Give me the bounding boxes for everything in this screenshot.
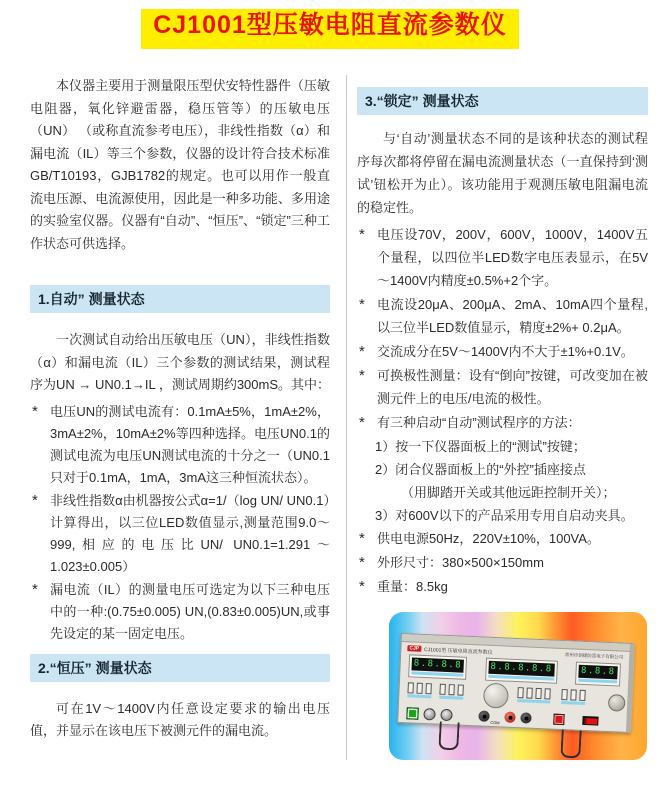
section1-paragraph: 一次测试自动给出压敏电压（UN），非线性指数（α）和漏电流（IL）三个参数的测试结果，测试程序为UN → UN0.1→IL ，测试周期约300mS。其中： — [30, 332, 331, 392]
power-switch-cap — [584, 718, 597, 725]
middle-led-display: 8.8.8.8.8 — [485, 658, 558, 684]
switch-label-strip — [407, 694, 431, 698]
list-item: * 电压设70V，200V，600V，1000V，1400V五个量程，以四位半LED数字电压表显示，在5V～1400V内精度±0.5%+2个字。 — [357, 223, 648, 292]
toggle-switch — [579, 690, 585, 701]
toggle-switch — [561, 689, 567, 700]
method-item: 2）闭合仪器面板上的“外控”插座接点 — [375, 462, 586, 477]
current-led-display: 8.8.8 — [575, 662, 621, 687]
brand-logo: CJP — [409, 645, 420, 652]
toggle-switch-group — [439, 684, 464, 700]
list-item: * 外形尺寸：380×500×150mm — [357, 551, 648, 574]
method-item: 3）对600V以下的产品采用专用自启动夹具。 — [375, 508, 634, 523]
left-column — [30, 75, 346, 760]
list-item: * 重量：8.5kg — [357, 575, 648, 598]
toggle-switch — [526, 687, 532, 698]
content-columns — [0, 75, 660, 760]
toggle-switch — [407, 682, 413, 693]
list-item: * 供电电源50Hz，220V±10%，100VA。 — [357, 527, 648, 550]
list-item: * 可换极性测量：设有“倒向”按键，可改变加在被测元件上的电压/电流的极性。 — [357, 364, 648, 410]
reverse-button — [554, 714, 565, 725]
instrument-front-panel — [397, 633, 635, 733]
com-jack-label: COM — [490, 719, 500, 726]
bullet-marker: * — [359, 554, 365, 571]
bullet-marker: * — [32, 402, 38, 420]
right-column — [346, 75, 648, 760]
list-item: * 有三种启动“自动”测试程序的方法： — [357, 411, 648, 434]
bullet-marker: * — [359, 367, 365, 384]
bullet-marker: * — [359, 343, 365, 360]
test-button — [406, 707, 419, 720]
voltage-led-display: 8.8.8.8 — [408, 654, 467, 680]
bullet-marker: * — [359, 226, 365, 243]
list-item: * 电压UN的测试电流有：0.1mA±5%，1mA±2%，3mA±2%，10mA±2%等四种选择。电压UN0.1的测试电流为电压UN测试电流的十分之一（UN0.1只对于0.1mA，1mA，3mA这三种恒流状态）。 — [30, 401, 330, 489]
wire-stand — [560, 729, 581, 758]
toggle-switch — [544, 688, 550, 699]
toggle-switch — [439, 684, 445, 695]
metal-connector — [423, 708, 436, 721]
bullet-marker: * — [359, 414, 365, 431]
page-title: CJ1001型压敏电阻直流参数仪 — [153, 11, 507, 39]
com-banana-jack — [478, 710, 489, 721]
wire-stand — [438, 721, 459, 750]
manufacturer-label: 常州市创捷防雷电子有限公司 — [564, 652, 624, 660]
bullet-marker: * — [359, 578, 365, 595]
bullet-marker: * — [32, 491, 38, 509]
toggle-switch-group — [407, 682, 432, 698]
product-photo — [389, 612, 647, 760]
guard-banana-jack — [521, 712, 532, 723]
toggle-switch-group — [517, 687, 551, 703]
method-item-note: （用脚踏开关或其他远距控制开关）； — [401, 485, 616, 500]
list-item: * 漏电流（IL）的测量电压可选定为以下三种电压中的一种:(0.75±0.005) UN,(0.83±0.005)UN,或事先设定的某一固定电压。 — [30, 579, 330, 645]
list-item: * 非线性指数α由机器按公式α=1/（log UN/ UN0.1）计算得出，以三位LED数值显示,测量范围9.0～999,相应的电压比UN/ UN0.1=1.291～1.023±0.005） — [30, 490, 330, 578]
toggle-switch — [425, 683, 431, 694]
toggle-switch — [457, 684, 463, 695]
adjust-rotary-knob — [608, 694, 626, 712]
metal-connector — [440, 708, 453, 721]
power-rocker-switch — [583, 716, 599, 726]
toggle-switch — [416, 683, 422, 694]
section-heading-lock: 3.“锁定” 测量状态 — [357, 87, 648, 115]
toggle-switch — [448, 684, 454, 695]
range-rotary-knob — [483, 683, 509, 709]
method-list — [375, 435, 648, 527]
bullet-marker: * — [32, 580, 38, 598]
toggle-switch-group — [561, 689, 586, 705]
list-item: * 交流成分在5V～1400V内不大于±1%+0.1V。 — [357, 340, 648, 363]
section3-paragraph: 与‘自动’测量状态不同的是该种状态的测试程序每次都将停留在漏电流测量状态（一直保持到‘测试’钮松开为止）。该功能用于观测压敏电阻漏电流的稳定性。 — [357, 131, 648, 215]
title-highlight — [141, 9, 519, 49]
method-item: 1）按一下仪器面板上的“测试”按键； — [375, 439, 586, 454]
instrument-model-label: CJ1001型 压敏电阻直流参数仪 — [423, 646, 493, 656]
switch-label-strip — [439, 696, 463, 700]
list-item: * 电流设20μA、200μA、2mA、10mA四个量程,以三位半LED数值显示，精度±2%+ 0.2μA。 — [357, 293, 648, 339]
section2-paragraph: 可在1V～1400V内任意设定要求的输出电压值，并显示在该电压下被测元件的漏电流。 — [30, 700, 330, 738]
switch-label-strip — [561, 701, 585, 705]
toggle-switch — [535, 688, 541, 699]
display-label-strip — [579, 679, 618, 684]
bullet-marker: * — [359, 530, 365, 547]
intro-paragraph: 本仪器主要用于测量限压型伏安特性器件（压敏电阻器，氧化锌避雷器，稳压管等）的压敏电压（UN） （或称直流参考电压），非线性指数（α）和漏电流（IL）等三个参数，仪器的设计符合技术标准GB/T10193，GJB1782的规定。也可以用作一般直流电压源、电流源使用，因此是一种多功能、多用途的实验室仪器。仪器有“自动”、“恒压”、“锁定”三种工作状态可供选择。 — [30, 78, 330, 251]
section-heading-constant-voltage: 2.“恒压” 测量状态 — [30, 654, 330, 682]
switch-label-strip — [517, 699, 550, 703]
section1-bullet-list — [30, 401, 330, 645]
page-header — [0, 0, 660, 55]
toggle-switch — [570, 689, 576, 700]
toggle-switch — [517, 687, 523, 698]
section-heading-auto: 1.自动” 测量状态 — [30, 285, 330, 313]
section3-bullet-list — [357, 223, 648, 598]
bullet-marker: * — [359, 296, 365, 313]
positive-banana-jack — [505, 712, 516, 723]
